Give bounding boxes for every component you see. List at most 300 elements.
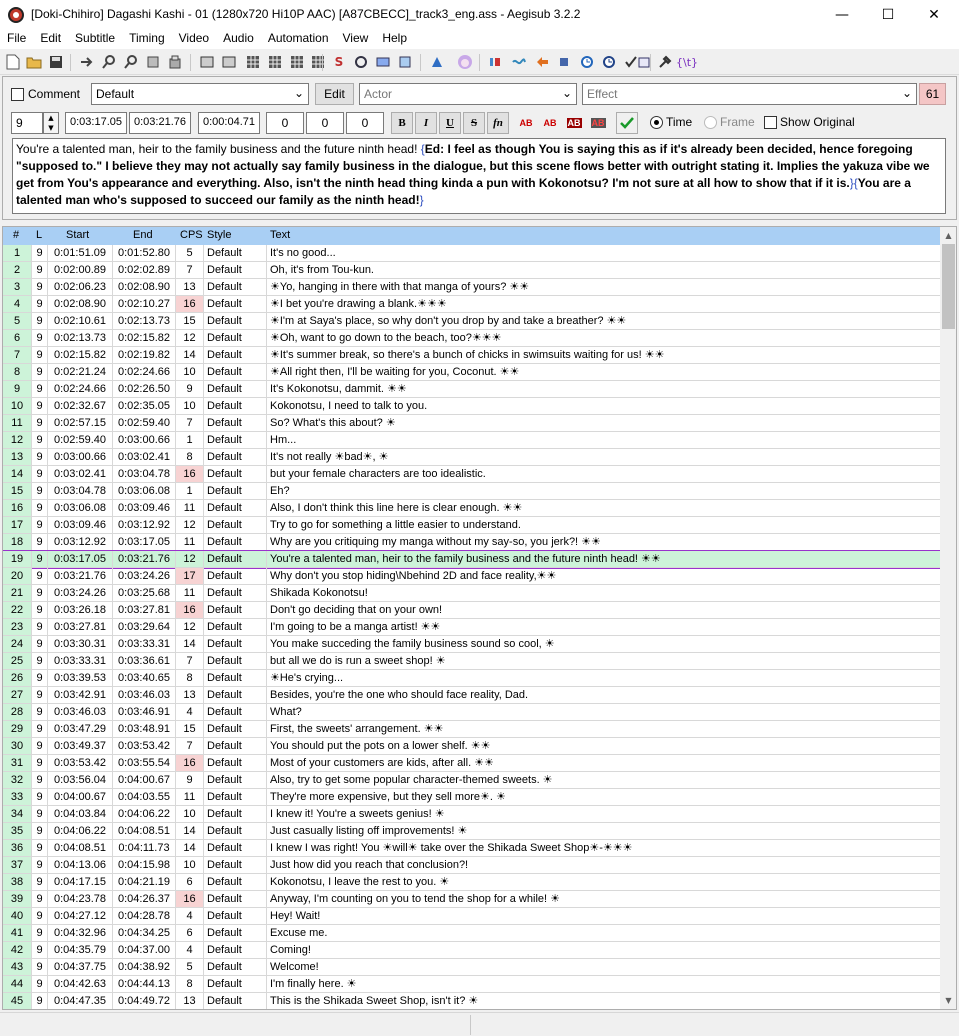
row-style: Default: [204, 959, 267, 975]
toolbar: [0, 50, 959, 75]
row-cps: 12: [176, 551, 204, 567]
row-end: 0:03:55.54: [113, 755, 176, 771]
header-num: #: [13, 229, 20, 241]
find-icon[interactable]: [100, 53, 118, 71]
options-icon[interactable]: [456, 53, 474, 71]
row-start: 0:03:39.53: [48, 670, 113, 686]
table-row[interactable]: [3, 568, 940, 585]
row-text: Try to go for something a little easier to understand.: [270, 519, 521, 531]
table-row[interactable]: [3, 925, 940, 942]
row-style: Default: [204, 670, 267, 686]
timer-icon[interactable]: [578, 53, 596, 71]
open-audio-icon[interactable]: [510, 53, 528, 71]
row-start: 0:03:53.42: [48, 755, 113, 771]
row-number: 43: [3, 959, 32, 975]
chevron-down-icon: ⌄: [561, 86, 572, 100]
comment-checkbox[interactable]: [11, 88, 24, 101]
row-start: 0:04:08.51: [48, 840, 113, 856]
row-style: Default: [204, 466, 267, 482]
row-start: 0:02:21.24: [48, 364, 113, 380]
menu-help[interactable]: Help: [382, 31, 407, 45]
row-style: Default: [204, 806, 267, 822]
secondary-color-button[interactable]: [539, 112, 561, 134]
row-end: 0:02:15.82: [113, 330, 176, 346]
row-start: 0:04:37.75: [48, 959, 113, 975]
row-style: Default: [204, 891, 267, 907]
row-number: 12: [3, 432, 32, 448]
time-radio-label: Time: [666, 115, 693, 129]
table-row[interactable]: [3, 704, 940, 721]
row-text: ☀He's crying...: [270, 672, 344, 684]
row-text: Oh, it's from Tou-kun.: [270, 264, 374, 276]
subtitle-grid: [2, 226, 957, 1010]
row-layer: 9: [32, 296, 48, 312]
table-row[interactable]: [3, 364, 940, 381]
frame-radio[interactable]: [704, 116, 717, 129]
row-number: 6: [3, 330, 32, 346]
style-select[interactable]: [91, 83, 309, 105]
row-end: 0:03:46.03: [113, 687, 176, 703]
menu-timing[interactable]: Timing: [129, 31, 165, 45]
row-start: 0:03:49.37: [48, 738, 113, 754]
time-radio[interactable]: [650, 116, 663, 129]
row-cps: 11: [176, 585, 204, 601]
row-end: 0:03:27.81: [113, 602, 176, 618]
translation-assistant-icon[interactable]: [266, 53, 284, 71]
row-end: 0:02:35.05: [113, 398, 176, 414]
row-layer: 9: [32, 687, 48, 703]
show-original-checkbox[interactable]: [764, 116, 777, 129]
tools-icon[interactable]: [656, 53, 674, 71]
row-start: 0:03:30.31: [48, 636, 113, 652]
row-number: 20: [3, 568, 32, 584]
row-number: 44: [3, 976, 32, 992]
row-cps: 13: [176, 279, 204, 295]
row-start: 0:01:51.09: [48, 245, 113, 261]
styling-assistant-icon[interactable]: [244, 53, 262, 71]
font-button[interactable]: fn: [487, 112, 509, 134]
row-layer: 9: [32, 636, 48, 652]
row-style: Default: [204, 551, 267, 567]
table-row[interactable]: [3, 466, 940, 483]
row-layer: 9: [32, 432, 48, 448]
row-style: Default: [204, 432, 267, 448]
row-start: 0:04:17.15: [48, 874, 113, 890]
scroll-down-icon[interactable]: ▼: [945, 996, 952, 1005]
table-row[interactable]: [3, 381, 940, 398]
table-row[interactable]: [3, 449, 940, 466]
row-text: ☀I'm at Saya's place, so why don't you drop by and take a breather? ☀☀: [270, 315, 627, 327]
header-layer: L: [36, 229, 43, 241]
table-row[interactable]: [3, 874, 940, 891]
table-row[interactable]: [3, 432, 940, 449]
row-layer: 9: [32, 976, 48, 992]
minimize-button[interactable]: —: [835, 6, 849, 23]
table-row[interactable]: [3, 636, 940, 653]
row-number: 33: [3, 789, 32, 805]
row-start: 0:03:33.31: [48, 653, 113, 669]
margin-left-input[interactable]: 0: [266, 112, 304, 134]
window-title: [Doki-Chihiro] Dagashi Kashi - 01 (1280x720 Hi10P AAC) [A87CBECC]_track3_eng.ass - Aegisub 3.2.2: [31, 7, 581, 21]
duration-input[interactable]: 0:00:04.71: [198, 112, 260, 134]
table-row[interactable]: [3, 806, 940, 823]
row-style: Default: [204, 568, 267, 584]
row-end: 0:03:04.78: [113, 466, 176, 482]
margin-vertical-input[interactable]: 0: [346, 112, 384, 134]
table-row[interactable]: [3, 330, 940, 347]
shift-times-icon[interactable]: [374, 53, 392, 71]
row-start: 0:03:12.92: [48, 534, 113, 550]
row-number: 35: [3, 823, 32, 839]
row-text: I knew it! You're a sweets genius! ☀: [270, 808, 445, 820]
table-row[interactable]: [3, 993, 940, 1010]
row-cps: 8: [176, 449, 204, 465]
row-cps: 14: [176, 840, 204, 856]
jump-to-icon[interactable]: [78, 53, 96, 71]
table-row[interactable]: [3, 313, 940, 330]
row-cps: 5: [176, 959, 204, 975]
row-start: 0:03:09.46: [48, 517, 113, 533]
row-text: I knew I was right! You ☀will☀ take over the Shikada Sweet Shop☀-☀☀☀: [270, 842, 633, 854]
table-row[interactable]: [3, 687, 940, 704]
row-number: 5: [3, 313, 32, 329]
transform-tag-icon[interactable]: {\t}: [675, 55, 699, 69]
row-text: Hey! Wait!: [270, 910, 321, 922]
row-layer: 9: [32, 755, 48, 771]
row-cps: 9: [176, 381, 204, 397]
start-time-input[interactable]: 0:03:17.05: [65, 112, 127, 134]
row-start: 0:03:02.41: [48, 466, 113, 482]
row-cps: 16: [176, 602, 204, 618]
actor-input[interactable]: [359, 83, 577, 105]
row-layer: 9: [32, 772, 48, 788]
row-end: 0:04:15.98: [113, 857, 176, 873]
select-lines-icon[interactable]: [396, 53, 414, 71]
row-text: Anyway, I'm counting on you to tend the shop for a while! ☀: [270, 893, 560, 905]
table-row[interactable]: [3, 721, 940, 738]
row-layer: 9: [32, 704, 48, 720]
table-row[interactable]: [3, 789, 940, 806]
open-video-icon[interactable]: [486, 53, 504, 71]
row-end: 0:02:24.66: [113, 364, 176, 380]
row-style: Default: [204, 449, 267, 465]
row-end: 0:04:08.51: [113, 823, 176, 839]
table-row[interactable]: [3, 653, 940, 670]
row-end: 0:02:19.82: [113, 347, 176, 363]
row-text: They're more expensive, but they sell more☀. ☀: [270, 791, 506, 803]
row-number: 38: [3, 874, 32, 890]
row-end: 0:03:48.91: [113, 721, 176, 737]
row-number: 27: [3, 687, 32, 703]
table-row[interactable]: [3, 976, 940, 993]
row-end: 0:04:34.25: [113, 925, 176, 941]
fonts-collector-icon[interactable]: [166, 53, 184, 71]
row-end: 0:02:10.27: [113, 296, 176, 312]
margin-right-input[interactable]: 0: [306, 112, 344, 134]
row-style: Default: [204, 653, 267, 669]
checkmark-icon: [620, 117, 634, 129]
shadow-color-label: AB: [591, 118, 605, 128]
table-row[interactable]: [3, 500, 940, 517]
row-style: Default: [204, 687, 267, 703]
row-style: Default: [204, 993, 267, 1009]
table-row[interactable]: [3, 262, 940, 279]
row-text: Kokonotsu, I need to talk to you.: [270, 400, 428, 412]
row-start: 0:02:57.15: [48, 415, 113, 431]
automation-icon[interactable]: [428, 53, 446, 71]
table-row[interactable]: [3, 840, 940, 857]
row-end: 0:04:21.19: [113, 874, 176, 890]
layer-input[interactable]: 9: [11, 112, 43, 134]
table-row[interactable]: [3, 619, 940, 636]
row-cps: 11: [176, 500, 204, 516]
row-number: 32: [3, 772, 32, 788]
header-start: Start: [66, 229, 90, 241]
row-end: 0:03:29.64: [113, 619, 176, 635]
row-end: 0:03:40.65: [113, 670, 176, 686]
row-layer: 9: [32, 925, 48, 941]
row-text: Coming!: [270, 944, 311, 956]
outline-color-button[interactable]: [563, 112, 585, 134]
row-number: 4: [3, 296, 32, 312]
row-end: 0:04:44.13: [113, 976, 176, 992]
row-start: 0:02:15.82: [48, 347, 113, 363]
row-start: 0:02:00.89: [48, 262, 113, 278]
row-number: 9: [3, 381, 32, 397]
row-cps: 11: [176, 534, 204, 550]
row-start: 0:03:26.18: [48, 602, 113, 618]
row-style: Default: [204, 296, 267, 312]
row-cps: 16: [176, 296, 204, 312]
grid-header: [3, 227, 940, 245]
text-brace-close: }: [849, 176, 854, 190]
table-row[interactable]: [3, 398, 940, 415]
row-layer: 9: [32, 364, 48, 380]
table-row[interactable]: [3, 823, 940, 840]
layer-spinner[interactable]: ▲ ▼: [43, 112, 59, 134]
table-row[interactable]: [3, 602, 940, 619]
row-cps: 15: [176, 313, 204, 329]
table-row[interactable]: [3, 534, 940, 551]
row-layer: 9: [32, 857, 48, 873]
row-style: Default: [204, 500, 267, 516]
properties-icon[interactable]: [198, 53, 216, 71]
text-comment: Ed: I feel as though You is saying this as if it's already been decided, hence foregoing "supposed to." I believe they may not actually say family business in the dialogue, but this scene flows better with outright stating it. Implies the yakuza vibe we get from You's appearance and everything. Also, isn't the ninth head thing kinda a pun with Kokonotsu? I'm not sure at all how to show that if it is.: [16, 142, 930, 190]
table-row[interactable]: [3, 415, 940, 432]
row-end: 0:03:12.92: [113, 517, 176, 533]
row-layer: 9: [32, 738, 48, 754]
row-layer: 9: [32, 279, 48, 295]
row-cps: 17: [176, 568, 204, 584]
table-row[interactable]: [3, 959, 940, 976]
table-row[interactable]: [3, 670, 940, 687]
strikeout-button[interactable]: S: [463, 112, 485, 134]
row-text: Most of your customers are kids, after all. ☀☀: [270, 757, 494, 769]
row-end: 0:03:00.66: [113, 432, 176, 448]
snap-icon[interactable]: [555, 53, 573, 71]
menu-video[interactable]: Video: [178, 31, 210, 45]
timing-postprocessor-icon[interactable]: [309, 53, 327, 71]
find-replace-icon[interactable]: [122, 53, 140, 71]
row-end: 0:02:08.90: [113, 279, 176, 295]
row-text: Hm...: [270, 434, 297, 446]
table-row[interactable]: [3, 551, 940, 568]
table-row[interactable]: [3, 738, 940, 755]
row-end: 0:04:49.72: [113, 993, 176, 1009]
row-start: 0:02:10.61: [48, 313, 113, 329]
title-bar: [0, 0, 959, 29]
row-number: 18: [3, 534, 32, 550]
menu-automation[interactable]: Automation: [267, 31, 329, 45]
row-style: Default: [204, 364, 267, 380]
shadow-color-button[interactable]: [587, 112, 609, 134]
row-number: 8: [3, 364, 32, 380]
menu-subtitle[interactable]: Subtitle: [75, 31, 116, 45]
text-dialogue: You're a talented man, heir to the family business and the future ninth head!: [16, 142, 421, 156]
commit-button[interactable]: [616, 112, 638, 134]
row-end: 0:03:53.42: [113, 738, 176, 754]
effect-input[interactable]: [582, 83, 917, 105]
save-icon[interactable]: [47, 53, 65, 71]
row-layer: 9: [32, 262, 48, 278]
row-cps: 1: [176, 432, 204, 448]
scroll-up-icon[interactable]: ▲: [945, 231, 952, 240]
bold-button[interactable]: B: [391, 112, 413, 134]
row-cps: 12: [176, 517, 204, 533]
menu-edit[interactable]: Edit: [40, 31, 62, 45]
row-style: Default: [204, 517, 267, 533]
row-number: 1: [3, 245, 32, 261]
grid-scrollbar[interactable]: [940, 227, 957, 1009]
row-cps: 7: [176, 738, 204, 754]
row-end: 0:02:02.89: [113, 262, 176, 278]
table-row[interactable]: [3, 483, 940, 500]
row-style: Default: [204, 925, 267, 941]
table-row[interactable]: [3, 296, 940, 313]
row-cps: 10: [176, 806, 204, 822]
row-end: 0:03:25.68: [113, 585, 176, 601]
subtitle-text-editor[interactable]: [12, 138, 946, 214]
table-row[interactable]: [3, 942, 940, 959]
row-end: 0:04:00.67: [113, 772, 176, 788]
row-start: 0:04:23.78: [48, 891, 113, 907]
end-time-input[interactable]: 0:03:21.76: [129, 112, 191, 134]
row-style: Default: [204, 279, 267, 295]
row-start: 0:04:47.35: [48, 993, 113, 1009]
table-row[interactable]: [3, 755, 940, 772]
row-text: Just casually listing off improvements! ☀: [270, 825, 468, 837]
row-layer: 9: [32, 500, 48, 516]
row-start: 0:03:56.04: [48, 772, 113, 788]
edit-style-button[interactable]: Edit: [315, 83, 354, 105]
row-cps: 12: [176, 619, 204, 635]
spell-checker-icon[interactable]: [352, 53, 370, 71]
row-text: ☀Oh, want to go down to the beach, too?☀☀☀: [270, 332, 502, 344]
row-style: Default: [204, 755, 267, 771]
menu-file[interactable]: File: [7, 31, 27, 45]
styles-manager-icon[interactable]: [220, 53, 238, 71]
row-layer: 9: [32, 415, 48, 431]
row-text: It's Kokonotsu, dammit. ☀☀: [270, 383, 407, 395]
row-end: 0:04:11.73: [113, 840, 176, 856]
row-text: You make succeding the family business sound so cool, ☀: [270, 638, 555, 650]
table-row[interactable]: [3, 279, 940, 296]
row-number: 24: [3, 636, 32, 652]
row-text: but all we do is run a sweet shop! ☀: [270, 655, 446, 667]
text-brace-close-2: }: [419, 193, 424, 207]
row-end: 0:02:59.40: [113, 415, 176, 431]
table-row[interactable]: [3, 857, 940, 874]
table-row[interactable]: [3, 908, 940, 925]
row-style: Default: [204, 585, 267, 601]
kanji-timer-icon[interactable]: S: [334, 55, 344, 69]
row-layer: 9: [32, 330, 48, 346]
row-layer: 9: [32, 670, 48, 686]
open-folder-icon[interactable]: [25, 53, 43, 71]
row-layer: 9: [32, 602, 48, 618]
new-file-icon[interactable]: [4, 53, 22, 71]
table-row[interactable]: [3, 891, 940, 908]
row-end: 0:03:21.76: [113, 551, 176, 567]
row-style: Default: [204, 262, 267, 278]
close-button[interactable]: ✕: [928, 6, 940, 23]
row-layer: 9: [32, 721, 48, 737]
row-style: Default: [204, 840, 267, 856]
row-number: 29: [3, 721, 32, 737]
resample-icon[interactable]: [288, 53, 306, 71]
primary-color-button[interactable]: [515, 112, 537, 134]
maximize-button[interactable]: ☐: [881, 6, 895, 23]
row-number: 14: [3, 466, 32, 482]
goto-selection-icon[interactable]: [533, 53, 551, 71]
row-cps: 13: [176, 687, 204, 703]
char-count: 61: [919, 83, 946, 105]
primary-color-label: AB: [519, 118, 533, 128]
scroll-thumb[interactable]: [942, 244, 955, 329]
row-start: 0:04:06.22: [48, 823, 113, 839]
underline-button[interactable]: U: [439, 112, 461, 134]
row-text: ☀All right then, I'll be waiting for you, Coconut. ☀☀: [270, 366, 520, 378]
table-row[interactable]: [3, 517, 940, 534]
row-number: 45: [3, 993, 32, 1009]
row-start: 0:02:24.66: [48, 381, 113, 397]
row-number: 30: [3, 738, 32, 754]
row-number: 34: [3, 806, 32, 822]
row-style: Default: [204, 738, 267, 754]
menu-view[interactable]: View: [342, 31, 369, 45]
table-row[interactable]: [3, 772, 940, 789]
row-cps: 14: [176, 347, 204, 363]
row-end: 0:04:37.00: [113, 942, 176, 958]
row-style: Default: [204, 381, 267, 397]
table-row[interactable]: [3, 347, 940, 364]
row-layer: 9: [32, 313, 48, 329]
row-text: This is the Shikada Sweet Shop, isn't it? ☀: [270, 995, 479, 1007]
row-cps: 14: [176, 823, 204, 839]
row-end: 0:04:26.37: [113, 891, 176, 907]
row-style: Default: [204, 636, 267, 652]
clock-icon[interactable]: [600, 53, 618, 71]
row-number: 36: [3, 840, 32, 856]
attachments-icon[interactable]: [144, 53, 162, 71]
row-start: 0:02:08.90: [48, 296, 113, 312]
table-row[interactable]: [3, 245, 940, 262]
row-layer: 9: [32, 381, 48, 397]
row-style: Default: [204, 704, 267, 720]
table-row[interactable]: [3, 585, 940, 602]
menu-audio[interactable]: Audio: [223, 31, 254, 45]
italic-button[interactable]: I: [415, 112, 437, 134]
